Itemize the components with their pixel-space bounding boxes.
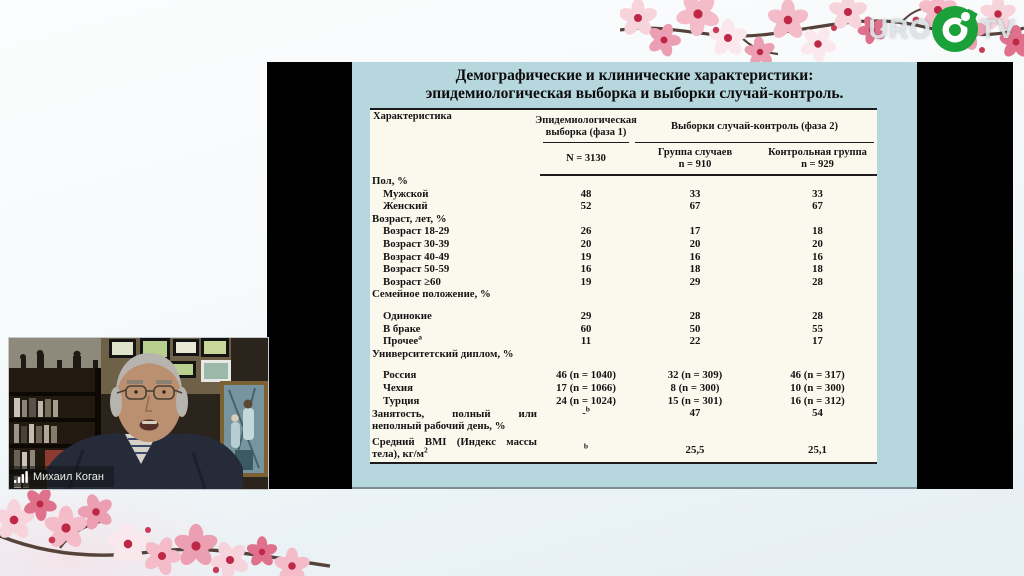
col-header-case-control: Выборки случай-контроль (фаза 2) [632, 109, 877, 144]
webcam-tile[interactable] [9, 338, 268, 489]
row-label: Прочее$^a$ [383, 332, 422, 348]
row-label: Пол, % [372, 175, 408, 187]
row-value [758, 213, 877, 226]
row-value: 19 [580, 250, 592, 263]
row-value [540, 213, 632, 226]
slide-title [352, 62, 917, 103]
characteristics-table [370, 108, 877, 464]
row-value: 46 (n = 317) [790, 369, 845, 382]
row-value: 52 [580, 200, 592, 213]
row-value: -$^b$ [582, 404, 590, 420]
table-row [370, 301, 877, 323]
table-row [370, 200, 877, 213]
row-value: 18 [812, 263, 823, 276]
table-row [370, 288, 877, 301]
row-value: 32 (n = 309) [667, 369, 723, 382]
row-label: Женский [383, 200, 428, 213]
row-label: Возраст ≥60 [383, 275, 441, 288]
slide-title-line2: эпидемиологическая выборка и выборки случай-контроль. [425, 85, 844, 102]
row-value: 24 (n = 1024) [556, 394, 616, 407]
row-value: b [583, 440, 589, 450]
row-label: Занятость, полный или неполный рабочий день, % [372, 408, 537, 433]
row-value [632, 213, 758, 226]
row-value: 67 [812, 200, 823, 213]
row-value: 33 [812, 187, 823, 200]
participant-nametag [9, 466, 114, 487]
row-value: 54 [812, 407, 823, 420]
row-label: Средний BMI (Индекс массы тела), $кг/м^2$ [372, 435, 537, 460]
row-value: 50 [689, 322, 701, 335]
row-value: 18 [689, 263, 701, 276]
row-value [758, 348, 877, 361]
row-value: 28 [812, 275, 823, 288]
brand-text-prefix: URO [868, 13, 932, 44]
row-value: 60 [580, 322, 592, 335]
row-label: Возраст 40-49 [383, 250, 450, 263]
row-value: 25,1 [808, 443, 827, 456]
row-value: 48 [580, 187, 592, 200]
row-value: 67 [689, 200, 701, 213]
brand-logo [868, 6, 1016, 52]
table-row [370, 435, 877, 463]
table-body [370, 175, 877, 463]
row-value: 25,5 [685, 443, 705, 456]
row-value: 47 [689, 407, 701, 420]
row-value [540, 348, 632, 361]
signal-strength-icon [14, 470, 28, 483]
brand-text-suffix: TV [979, 13, 1016, 44]
presentation-area [267, 62, 1013, 489]
row-label: В браке [383, 322, 421, 335]
participant-name: Михаил Коган [33, 470, 104, 483]
row-value: 28 [689, 309, 701, 322]
table-row [370, 348, 877, 361]
uroweb-logo-icon [932, 6, 978, 52]
row-value: 11 [580, 335, 592, 348]
row-value: 17 [812, 335, 823, 348]
row-label: Турция [383, 394, 420, 407]
row-value: 26 [580, 225, 592, 238]
row-value: 29 [580, 309, 592, 322]
row-value: 46 (n = 1040) [556, 369, 616, 382]
row-label: Одинокие [383, 309, 432, 322]
row-value: 33 [689, 187, 701, 200]
row-label: Мужской [383, 187, 429, 200]
row-value: 55 [812, 322, 823, 335]
table-row [370, 407, 877, 434]
row-value [632, 348, 758, 361]
row-value: 17 [689, 225, 701, 238]
row-value: 16 (n = 312) [790, 394, 845, 407]
col-header-characteristic: Характеристика [373, 111, 452, 122]
cherry-blossom-decoration-bottom [0, 486, 352, 576]
row-value [758, 175, 877, 188]
row-label: Возраст, лет, % [372, 212, 447, 225]
slide [352, 62, 917, 489]
row-value: 20 [689, 237, 701, 250]
table-row [370, 382, 877, 395]
table-row [370, 263, 877, 276]
row-label: Возраст 18-29 [383, 225, 450, 238]
row-value [540, 288, 632, 301]
row-value: 18 [812, 225, 823, 238]
row-label: Возраст 50-59 [383, 263, 450, 276]
row-value: 29 [689, 275, 701, 288]
table-row [370, 251, 877, 264]
col-subheader-control: Контрольная группа n = 929 [758, 144, 877, 175]
col-subheader-case: Группа случаев n = 910 [632, 144, 758, 175]
table-row [370, 276, 877, 289]
row-label: Возраст 30-39 [383, 237, 450, 250]
table-row [370, 395, 877, 408]
table-row [370, 213, 877, 226]
row-value [540, 175, 632, 188]
row-value: 15 (n = 301) [667, 394, 723, 407]
col-subheader-epi-n: N = 3130 [540, 144, 632, 175]
row-value: 19 [580, 275, 592, 288]
row-value: 20 [812, 237, 823, 250]
row-label: Семейное положение, % [372, 288, 491, 301]
row-value: 22 [689, 335, 701, 348]
row-value: 17 (n = 1066) [556, 381, 616, 394]
row-label: Чехия [383, 381, 413, 394]
table-row [370, 225, 877, 238]
row-value [632, 288, 758, 301]
table-row [370, 360, 877, 382]
row-value: 28 [812, 309, 823, 322]
slide-title-line1: Демографические и клинические характеристики: [455, 67, 814, 84]
row-value: 10 (n = 300) [790, 381, 845, 394]
row-label: Россия [383, 369, 417, 382]
table-row [370, 323, 877, 336]
table-row [370, 175, 877, 188]
row-value: 20 [580, 237, 592, 250]
col-header-epi: Эпидемиологическая выборка (фаза 1) [540, 109, 632, 144]
row-value: 16 [812, 250, 823, 263]
table-row [370, 238, 877, 251]
row-label: Университетский диплом, % [372, 347, 514, 360]
row-value: 16 [580, 263, 592, 276]
row-value: 16 [689, 250, 701, 263]
row-value [758, 288, 877, 301]
row-value: 8 (n = 300) [670, 381, 720, 394]
table-row [370, 188, 877, 201]
table-row [370, 335, 877, 348]
row-value [632, 175, 758, 188]
